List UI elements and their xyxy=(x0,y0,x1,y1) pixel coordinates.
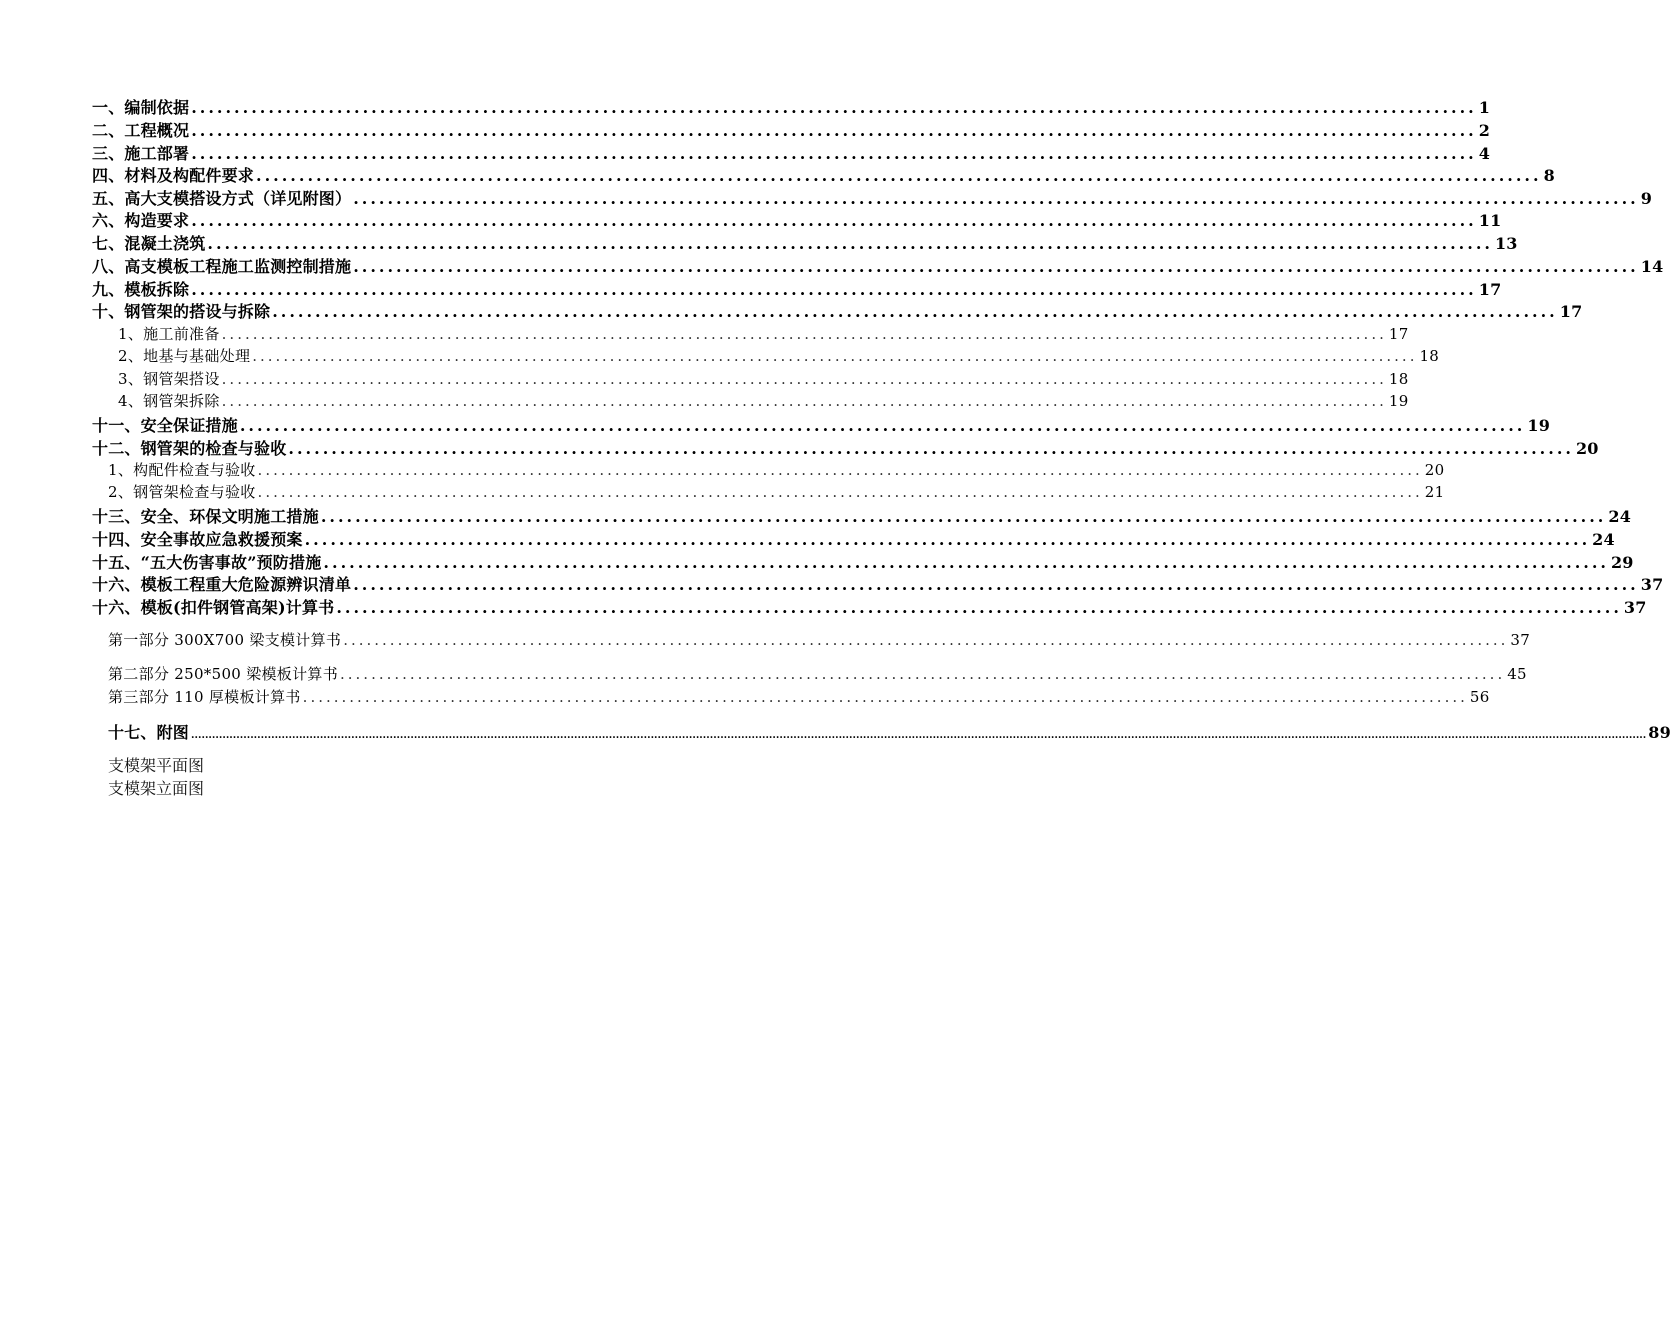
toc-subentry[interactable] xyxy=(108,481,1445,502)
toc-leader: ...................................................................................................................................................... xyxy=(221,325,1387,343)
toc-entry[interactable] xyxy=(92,163,1555,186)
toc-entry-title: 十二、钢管架的检查与验收 xyxy=(92,439,287,458)
toc-leader: ...................................................................................................................................................... xyxy=(353,575,1639,594)
toc-leader: ...................................................................................................................................................... xyxy=(288,439,1574,458)
toc-entry-page: 20 xyxy=(1424,461,1445,479)
toc-leader: ...................................................................................................................................................... xyxy=(239,416,1526,435)
toc-leader: ...................................................................................................................................................... xyxy=(191,211,1477,230)
toc-entry[interactable] xyxy=(92,550,1634,573)
toc-entry-title: 六、构造要求 xyxy=(92,211,190,230)
toc-subentry[interactable] xyxy=(108,686,1490,707)
toc-subentry[interactable] xyxy=(118,345,1440,366)
toc-entry-title: 十七、附图 xyxy=(108,723,190,742)
toc-leader: ...................................................................................................................................................... xyxy=(257,483,1423,501)
toc-entry-page: 24 xyxy=(1608,507,1632,526)
toc-entry-title: 十三、安全、环保文明施工措施 xyxy=(92,507,319,526)
toc-entry-title: 第三部分 110 厚模板计算书 xyxy=(108,688,301,706)
toc-entry[interactable] xyxy=(92,572,1664,595)
toc-entry-title: 1、构配件检查与验收 xyxy=(108,461,256,479)
toc-leader: ...................................................................................................................................................... xyxy=(191,144,1477,163)
toc-leader: ...................................................................................................................................................... xyxy=(252,347,1418,365)
toc-leader: ...................................................................................................................................................... xyxy=(272,302,1558,321)
toc-entry-title: 七、混凝土浇筑 xyxy=(92,234,206,253)
toc-entry-title: 十一、安全保证措施 xyxy=(92,416,238,435)
toc-subentry[interactable] xyxy=(108,459,1445,480)
toc-entry-page: 1 xyxy=(1478,98,1491,117)
toc-leader: ...................................................................................................................................................... xyxy=(320,507,1607,526)
toc-leader: ...................................................................................................................................................... xyxy=(191,121,1477,140)
toc-entry-title: 十五、“五大伤害事故”预防措施 xyxy=(92,553,322,572)
toc-entry[interactable] xyxy=(92,208,1502,231)
toc-entry-page: 45 xyxy=(1507,665,1527,683)
toc-leader: ...................................................................................................................................................... xyxy=(207,234,1493,253)
toc-entry[interactable] xyxy=(92,95,1491,118)
toc-entry-page: 9 xyxy=(1640,189,1653,208)
toc-entry-title: 1、施工前准备 xyxy=(118,325,220,343)
toc-entry-page: 17 xyxy=(1388,325,1409,343)
toc-subentry[interactable] xyxy=(108,663,1527,684)
toc-subentry[interactable] xyxy=(118,390,1409,411)
toc-entry-title: 四、材料及构配件要求 xyxy=(92,166,255,185)
appendix-item: 支模架平面图 xyxy=(108,756,205,775)
toc-entry-page: 19 xyxy=(1388,392,1409,410)
toc-entry-title: 第一部分 300X700 梁支模计算书 xyxy=(108,631,342,649)
toc-entry-page: 17 xyxy=(1559,302,1583,321)
toc-entry-title: 三、施工部署 xyxy=(92,144,190,163)
toc-entry-title: 十六、模板(扣件钢管高架)计算书 xyxy=(92,598,335,617)
toc-entry-page: 18 xyxy=(1419,347,1440,365)
toc-entry[interactable] xyxy=(92,299,1583,322)
toc-entry[interactable] xyxy=(92,527,1615,550)
toc-leader: ...................................................................................................................................................... xyxy=(302,688,1468,706)
toc-leader: ...................................................................................................................................................... xyxy=(191,280,1477,299)
toc-entry-page: 89 xyxy=(1648,723,1671,742)
toc-subentry[interactable] xyxy=(118,368,1409,389)
toc-entry-title: 八、高支模板工程施工监测控制措施 xyxy=(92,257,352,276)
toc-entry-page: 56 xyxy=(1469,688,1490,706)
toc-entry[interactable] xyxy=(92,413,1551,436)
toc-entry-page: 20 xyxy=(1575,439,1599,458)
toc-leader: ...................................................................................................................................................... xyxy=(221,370,1387,388)
toc-leader: ...................................................................................................................................................... xyxy=(304,530,1591,549)
toc-entry-title: 五、高大支模搭设方式（详见附图） xyxy=(92,189,352,208)
toc-entry-title: 十四、安全事故应急救援预案 xyxy=(92,530,303,549)
toc-entry-title: 2、地基与基础处理 xyxy=(118,347,251,365)
toc-leader: ...................................................................................................................................................... xyxy=(323,553,1609,572)
toc-entry-page: 11 xyxy=(1478,211,1502,230)
toc-leader: ...................................................................................................................................................... xyxy=(221,392,1387,410)
toc-leader: ...................................................................................................................................................... xyxy=(256,166,1542,185)
toc-entry-title: 十六、模板工程重大危险源辨识清单 xyxy=(92,575,352,594)
toc-entry-page: 29 xyxy=(1610,553,1634,572)
toc-entry[interactable] xyxy=(92,186,1653,209)
toc-entry-page: 4 xyxy=(1478,144,1491,163)
toc-leader: ...................................................................................................................................................... xyxy=(353,189,1639,208)
toc-entry-title: 2、钢管架检查与验收 xyxy=(108,483,256,501)
toc-subentry[interactable] xyxy=(118,323,1409,344)
toc-entry[interactable] xyxy=(92,141,1491,164)
toc-leader: ...................................................................................................................................................... xyxy=(353,257,1639,276)
toc-entry-title: 二、工程概况 xyxy=(92,121,190,140)
toc-leader: ...................................................................................................................................................... xyxy=(191,98,1477,117)
toc-entry-page: 37 xyxy=(1623,598,1647,617)
toc-entry-page: 14 xyxy=(1640,257,1664,276)
toc-entry-page: 2 xyxy=(1478,121,1491,140)
toc-entry-title: 一、编制依据 xyxy=(92,98,190,117)
toc-entry[interactable] xyxy=(92,595,1647,618)
appendix-item: 支模架立面图 xyxy=(108,779,205,798)
toc-entry-title: 4、钢管架拆除 xyxy=(118,392,220,410)
toc-entry-title: 十、钢管架的搭设与拆除 xyxy=(92,302,271,321)
toc-entry-page: 18 xyxy=(1388,370,1409,388)
toc-entry-page: 13 xyxy=(1494,234,1518,253)
toc-entry[interactable] xyxy=(92,436,1599,459)
toc-entry-page: 37 xyxy=(1510,631,1531,649)
toc-entry[interactable] xyxy=(92,254,1664,277)
toc-entry-page: 19 xyxy=(1527,416,1551,435)
toc-entry[interactable] xyxy=(92,504,1632,527)
toc-entry-page: 37 xyxy=(1640,575,1664,594)
toc-entry-title: 3、钢管架搭设 xyxy=(118,370,220,388)
toc-entry[interactable] xyxy=(92,277,1502,300)
toc-entry[interactable] xyxy=(92,231,1518,254)
toc-subentry[interactable] xyxy=(108,629,1531,650)
toc-entry-page: 21 xyxy=(1424,483,1445,501)
toc-entry[interactable] xyxy=(108,720,1671,743)
toc-leader: ...................................................................................................................................................... xyxy=(336,598,1622,617)
toc-leader: ...................................................................................................................................................... xyxy=(343,631,1509,649)
toc-leader: ...................................................................................................................................................... xyxy=(257,461,1423,479)
toc-entry[interactable] xyxy=(92,118,1491,141)
toc-entry-title: 九、模板拆除 xyxy=(92,280,190,299)
toc-entry-title: 第二部分 250*500 梁模板计算书 xyxy=(108,665,338,683)
toc-entry-page: 24 xyxy=(1592,530,1615,549)
toc-leader: ...................................................................................................................................................... xyxy=(340,665,1506,683)
toc-entry-page: 8 xyxy=(1543,166,1555,185)
toc-leader: .................................................................................................................................................................................................................................................................................................................................................................................................................................. xyxy=(191,730,1647,741)
toc-entry-page: 17 xyxy=(1478,280,1502,299)
